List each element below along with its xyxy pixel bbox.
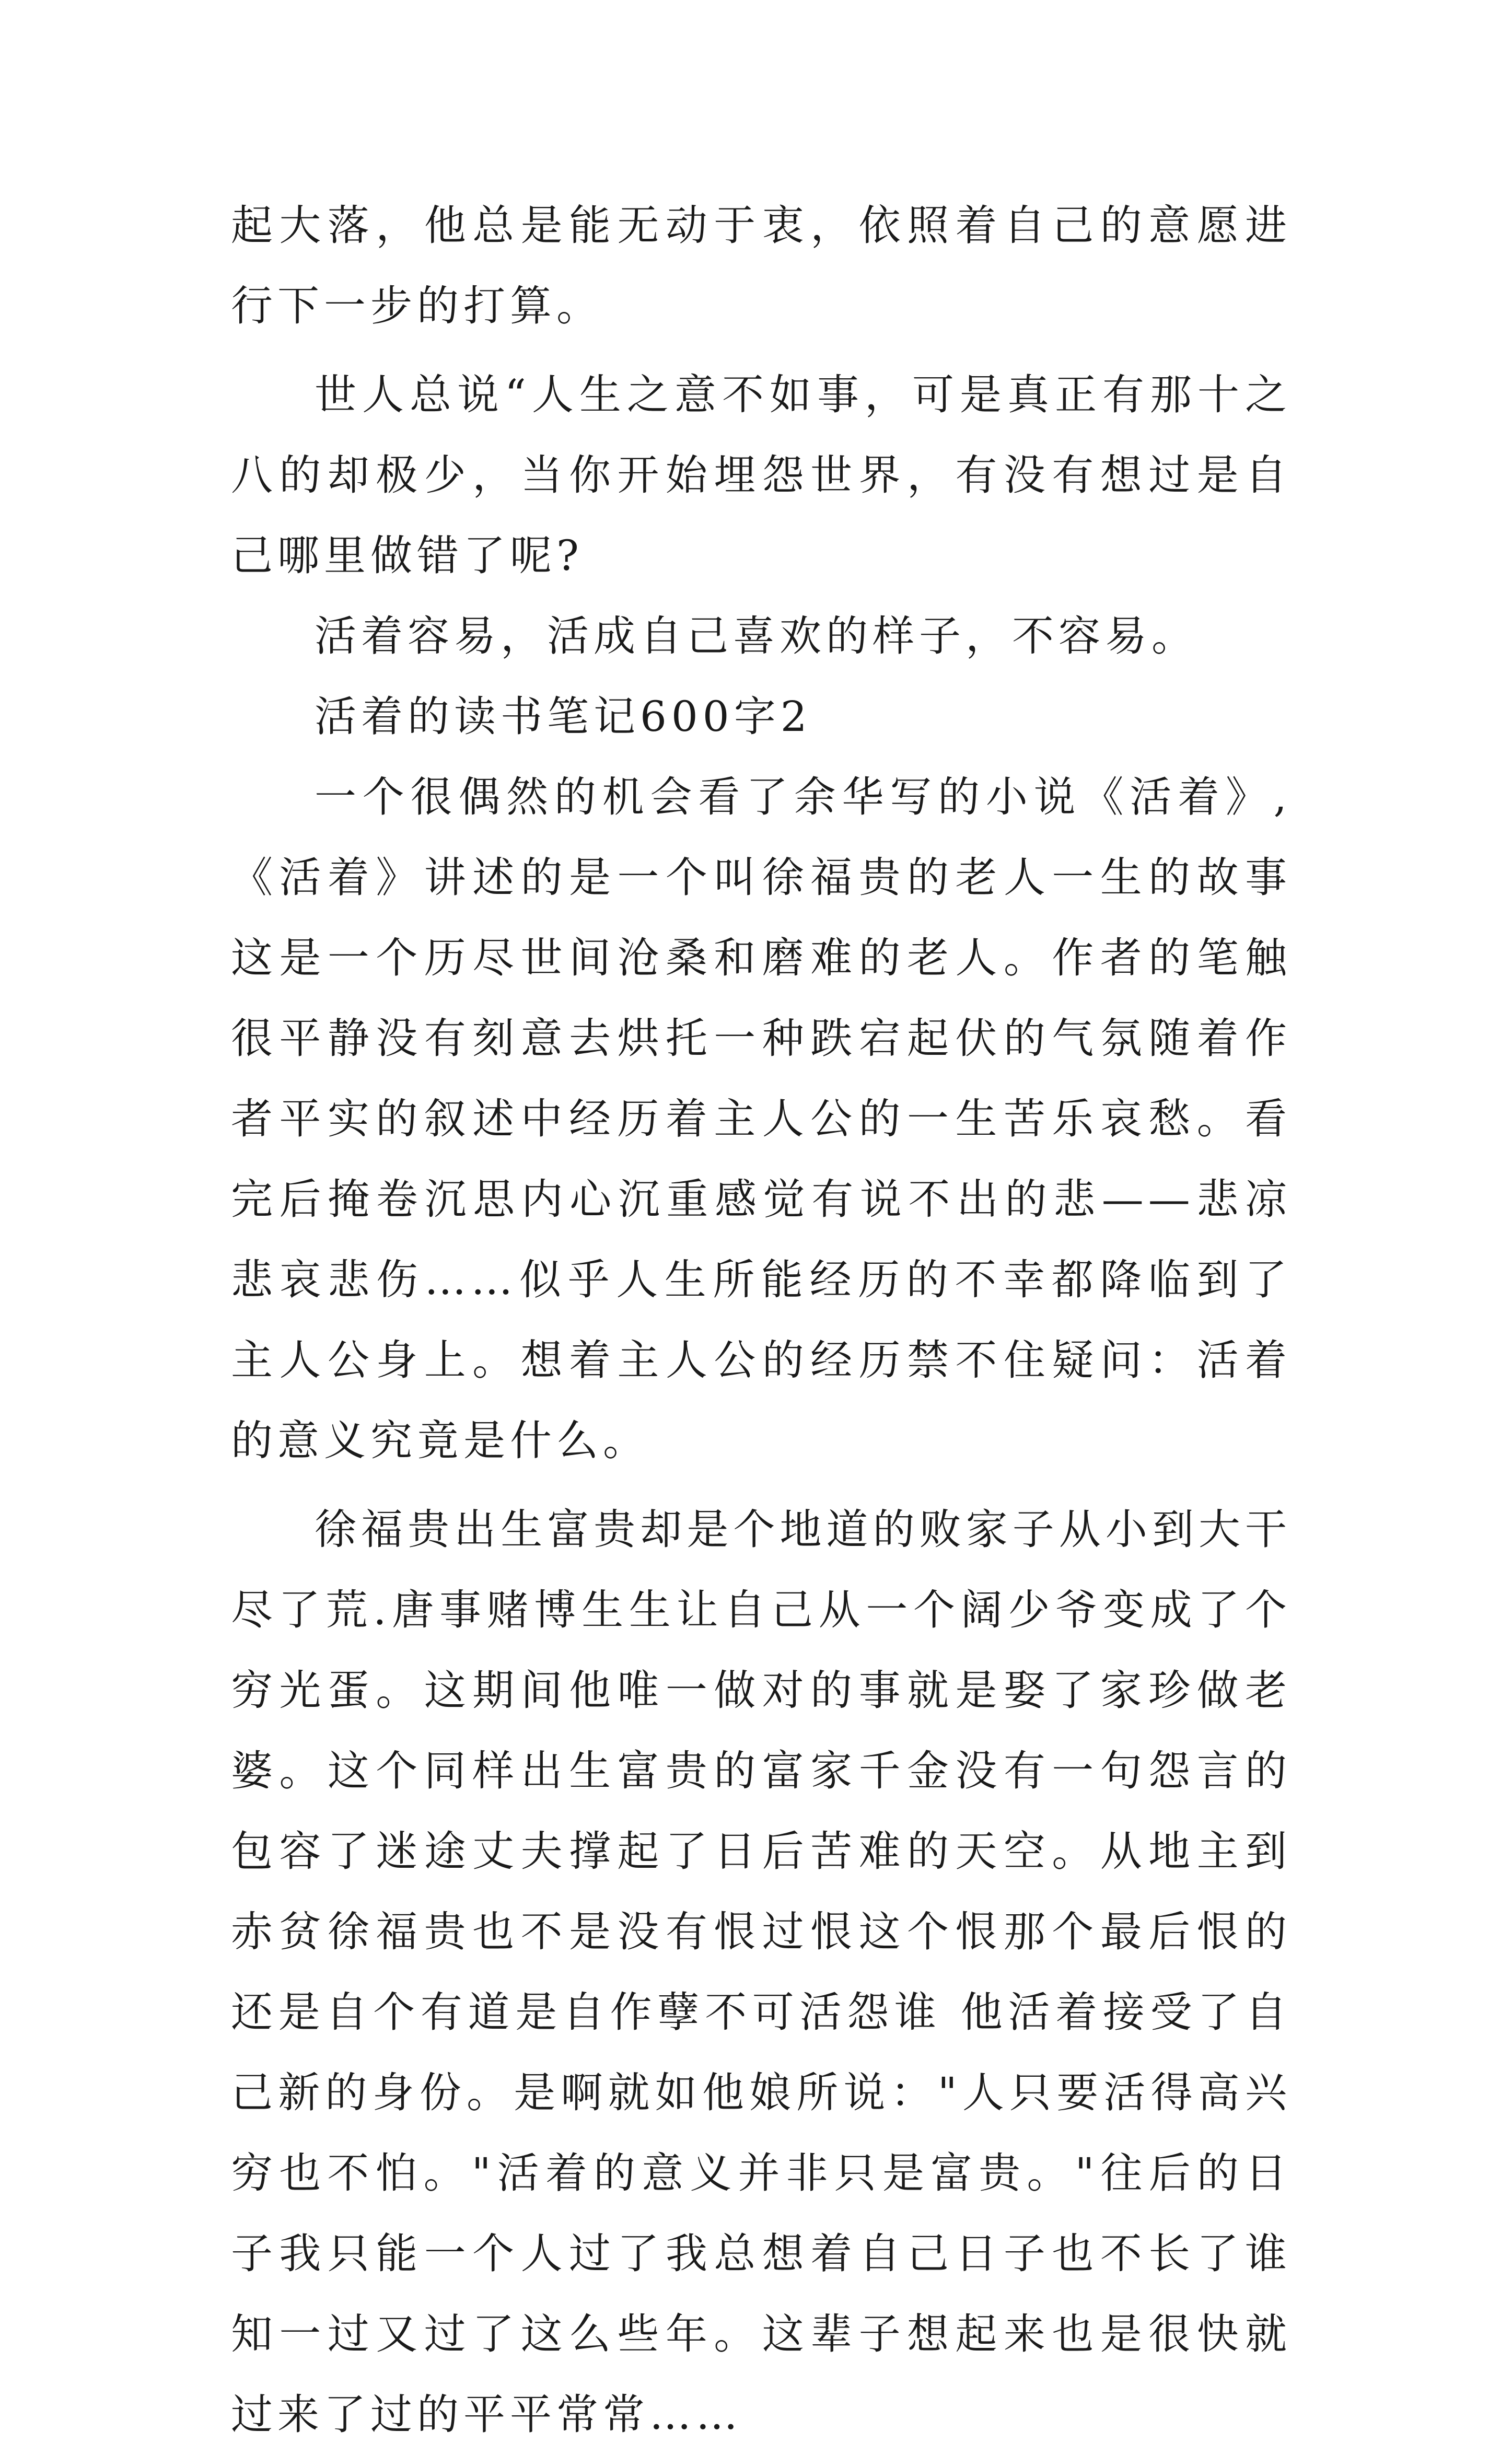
paragraph: 世人总说“人生之意不如事，可是真正有那十之八的却极少，当你开始埋怨世界，有没有想过是自己哪里做错了呢?: [231, 370, 1292, 580]
section-heading: 活着的读书笔记600字2: [315, 692, 812, 741]
paragraph: 徐福贵出生富贵却是个地道的败家子从小到大干尽了荒.唐事赌博生生让自己从一个阔少爷变成了个穷光蛋。这期间他唯一做对的事就是娶了家珍做老婆。这个同样出生富贵的富家千金没有一句怨言的包容了迷途丈夫撑起了日后苦难的天空。从地主到赤贫徐福贵也不是没有恨过恨这个恨那个最后恨的还是自个有道是自作孽不可活怨谁 他活着接受了自己新的身份。是啊就如他娘所说："人只要活得高兴穷也不怕。"活着的意义并非只是富贵。"往后的日子我只能一个人过了我总想着自己日子也不长了谁知一过又过了这么些年。这辈子想起来也是很快就过来了过的平平常常……: [231, 1505, 1292, 2439]
document-body: [231, 185, 1292, 2455]
paragraph-continuation: 起大落，他总是能无动于衷，依照着自己的意愿进行下一步的打算。: [231, 201, 1292, 330]
paragraph: 活着容易，活成自己喜欢的样子，不容易。: [315, 612, 1198, 660]
paragraph: 一个很偶然的机会看了余华写的小说《活着》,《活着》讲述的是一个叫徐福贵的老人一生的故事这是一个历尽世间沧桑和磨难的老人。作者的笔触很平静没有刻意去烘托一种跌宕起伏的气氛随着作者平实的叙述中经历着主人公的一生苦乐哀愁。看完后掩卷沉思内心沉重感觉有说不出的悲——悲凉悲哀悲伤……似乎人生所能经历的不幸都降临到了主人公身上。想着主人公的经历禁不住疑问：活着的意义究竟是什么。: [231, 773, 1292, 1465]
